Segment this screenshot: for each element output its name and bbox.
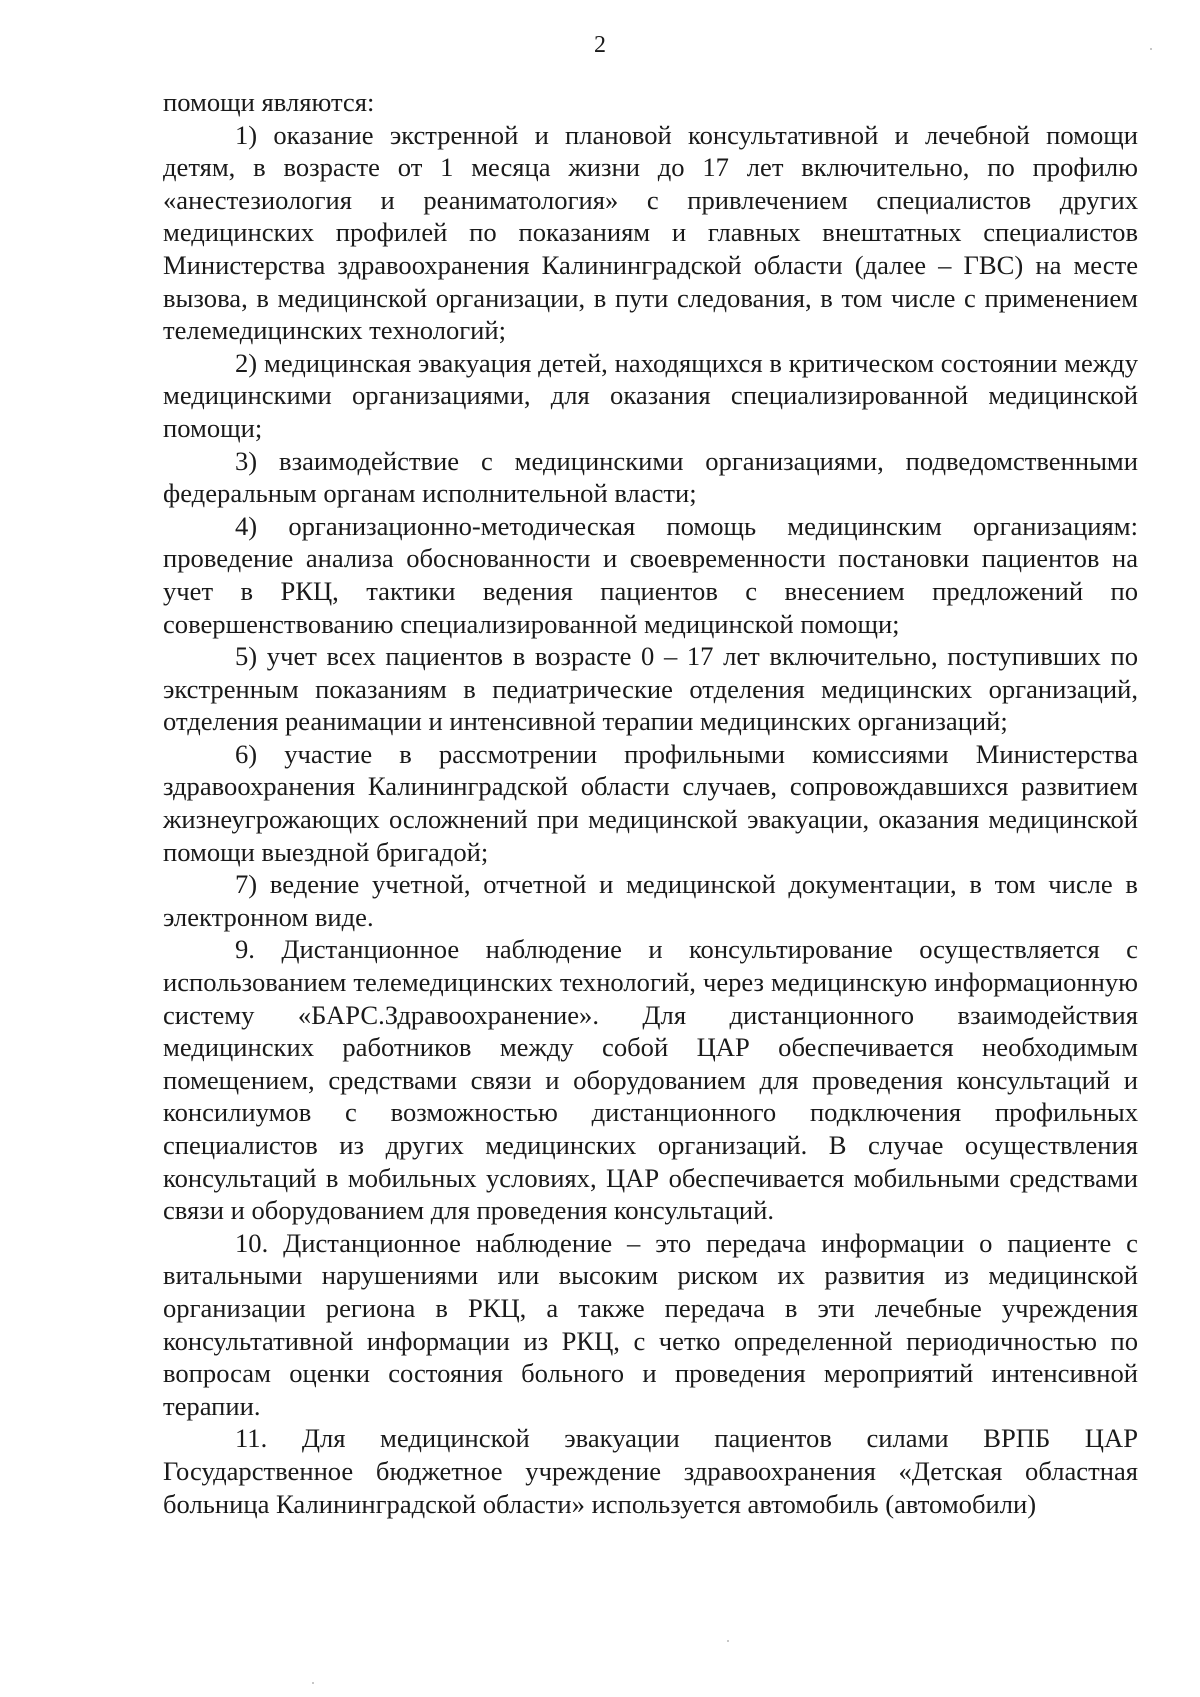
paragraph-section-9: 9. Дистанционное наблюдение и консультирование осуществляется с использованием телемедицинских технологий, через медицинскую информационную систему «БАРС.Здравоохранение». Для дистанционного взаимодействия медицинских работников между собой ЦАР обеспечивается необходимым помещением, средствами связи и оборудованием для проведения консультаций и консилиумов с возможностью дистанционного подключения профильных специалистов из других медицинских организаций. В случае осуществления консультаций в мобильных условиях, ЦАР обеспечивается мобильными средствами связи и оборудованием для проведения консультаций. [163, 934, 1138, 1226]
paragraph-item-4: 4) организационно-методическая помощь медицинским организациям: проведение анализа обоснованности и своевременности постановки пациентов на учет в РКЦ, тактики ведения пациентов с внесением предложений по совершенствованию специализированной медицинской помощи; [163, 510, 1138, 639]
document-body [163, 86, 1138, 1520]
paragraph-section-10: 10. Дистанционное наблюдение – это передача информации о пациенте с витальными нарушениями или высоким риском их развития из медицинской организации региона в РКЦ, а также передача в эти лечебные учреждения консультативной информации из РКЦ, с четко определенной периодичностью по вопросам оценки состояния больного и проведения мероприятий интенсивной терапии. [163, 1227, 1138, 1421]
paragraph-item-6: 6) участие в рассмотрении профильными комиссиями Министерства здравоохранения Калининградской области случаев, сопровождавшихся развитием жизнеугрожающих осложнений при медицинской эвакуации, оказания медицинской помощи выездной бригадой; [163, 738, 1138, 867]
paragraph-section-11: 11. Для медицинской эвакуации пациентов силами ВРПБ ЦАР Государственное бюджетное учреждение здравоохранения «Детская областная больница Калининградской области» используется автомобиль (автомобили) [163, 1423, 1138, 1519]
paragraph-item-2: 2) медицинская эвакуация детей, находящихся в критическом состоянии между медицинскими организациями, для оказания специализированной медицинской помощи; [163, 347, 1138, 443]
paragraph-item-3: 3) взаимодействие с медицинскими организациями, подведомственными федеральным органам исполнительной власти; [163, 445, 1138, 509]
paragraph-intro: помощи являются: [163, 87, 375, 117]
scan-speck [312, 1682, 314, 1684]
paragraph-item-7: 7) ведение учетной, отчетной и медицинской документации, в том числе в электронном виде. [163, 869, 1138, 932]
scan-speck [1150, 48, 1152, 50]
page-number: 2 [594, 32, 606, 58]
paragraph-item-1: 1) оказание экстренной и плановой консультативной и лечебной помощи детям, в возрасте от 1 месяца жизни до 17 лет включительно, по профилю «анестезиология и реаниматология» с привлечением специалистов других медицинских профилей по показаниям и главных внештатных специалистов Министерства здравоохранения Калининградской области (далее – ГВС) на месте вызова, в медицинской организации, в пути следования, в том числе с применением телемедицинских технологий; [163, 119, 1138, 346]
paragraph-item-5: 5) учет всех пациентов в возрасте 0 – 17 лет включительно, поступивших по экстренным показаниям в педиатрические отделения медицинских организаций, отделения реанимации и интенсивной терапии медицинских организаций; [163, 641, 1138, 737]
scan-speck [727, 1640, 729, 1642]
